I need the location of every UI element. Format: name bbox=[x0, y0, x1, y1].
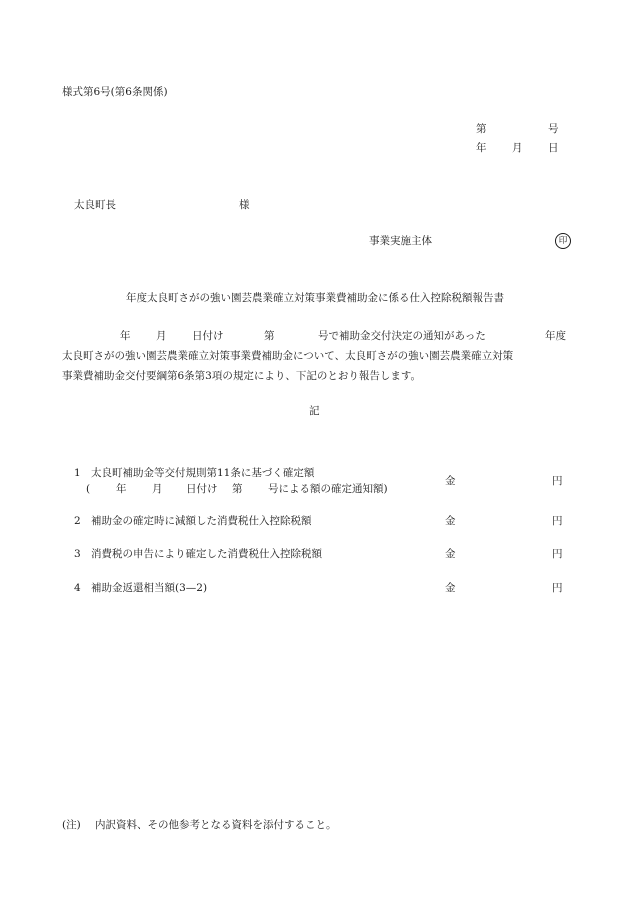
date-month: 月 bbox=[512, 142, 523, 154]
note-label: (注) bbox=[62, 819, 81, 831]
date-year: 年 bbox=[476, 142, 487, 154]
item-1-sub-year: 年 bbox=[116, 483, 127, 495]
applicant-label: 事業実施主体 bbox=[369, 235, 432, 247]
form-number: 様式第6号(第6条関係) bbox=[62, 86, 168, 98]
item-1-kin: 金 bbox=[445, 475, 456, 487]
body-line2: 太良町さがの強い園芸農業確立対策事業費補助金について、太良町さがの強い園芸農業確立対策 bbox=[62, 350, 514, 362]
doc-number-go: 号 bbox=[548, 123, 559, 135]
item-3-number: 3 bbox=[74, 548, 81, 560]
addressee-honorific: 様 bbox=[239, 199, 250, 211]
body-line3: 事業費補助金交付要綱第6条第3項の規定により、下記のとおり報告します。 bbox=[62, 370, 422, 382]
item-3-label: 消費税の申告により確定した消費税仕入控除税額 bbox=[91, 548, 322, 560]
item-2-label: 補助金の確定時に減額した消費税仕入控除税額 bbox=[91, 515, 312, 527]
item-3-en: 円 bbox=[552, 548, 563, 560]
body-line1-nendo: 年度 bbox=[545, 330, 566, 342]
doc-number-dai: 第 bbox=[476, 123, 487, 135]
body-line1-year: 年 bbox=[120, 330, 131, 342]
item-1-sub-dai: 第 bbox=[232, 483, 243, 495]
item-1-label: 太良町補助金等交付規則第11条に基づく確定額 bbox=[91, 467, 315, 479]
ki-heading: 記 bbox=[309, 405, 320, 417]
seal-mark: 印 bbox=[555, 233, 571, 249]
item-2-number: 2 bbox=[74, 515, 81, 527]
addressee-name: 太良町長 bbox=[74, 199, 116, 211]
body-line1-text: 号で補助金交付決定の通知があった bbox=[318, 330, 486, 342]
item-1-sub-month: 月 bbox=[152, 483, 163, 495]
item-1-sub-rest: 号による額の確定通知額) bbox=[268, 483, 388, 495]
body-line1-dai: 第 bbox=[264, 330, 275, 342]
item-1-number: 1 bbox=[74, 467, 81, 479]
note-text: 内訳資料、その他参考となる資料を添付すること。 bbox=[95, 819, 337, 831]
body-line1-month: 月 bbox=[156, 330, 167, 342]
item-4-kin: 金 bbox=[445, 582, 456, 594]
item-1-sub-open: ( bbox=[86, 483, 91, 495]
item-3-kin: 金 bbox=[445, 548, 456, 560]
body-line1-date: 日付け bbox=[192, 330, 224, 342]
item-1-sub-date: 日付け bbox=[186, 483, 218, 495]
item-2-kin: 金 bbox=[445, 515, 456, 527]
document-title: 年度太良町さがの強い園芸農業確立対策事業費補助金に係る仕入控除税額報告書 bbox=[126, 292, 504, 304]
item-4-number: 4 bbox=[74, 582, 81, 594]
item-4-label: 補助金返還相当額(3—2) bbox=[91, 582, 208, 594]
item-2-en: 円 bbox=[552, 515, 563, 527]
item-1-en: 円 bbox=[552, 475, 563, 487]
item-4-en: 円 bbox=[552, 582, 563, 594]
date-day: 日 bbox=[548, 142, 559, 154]
